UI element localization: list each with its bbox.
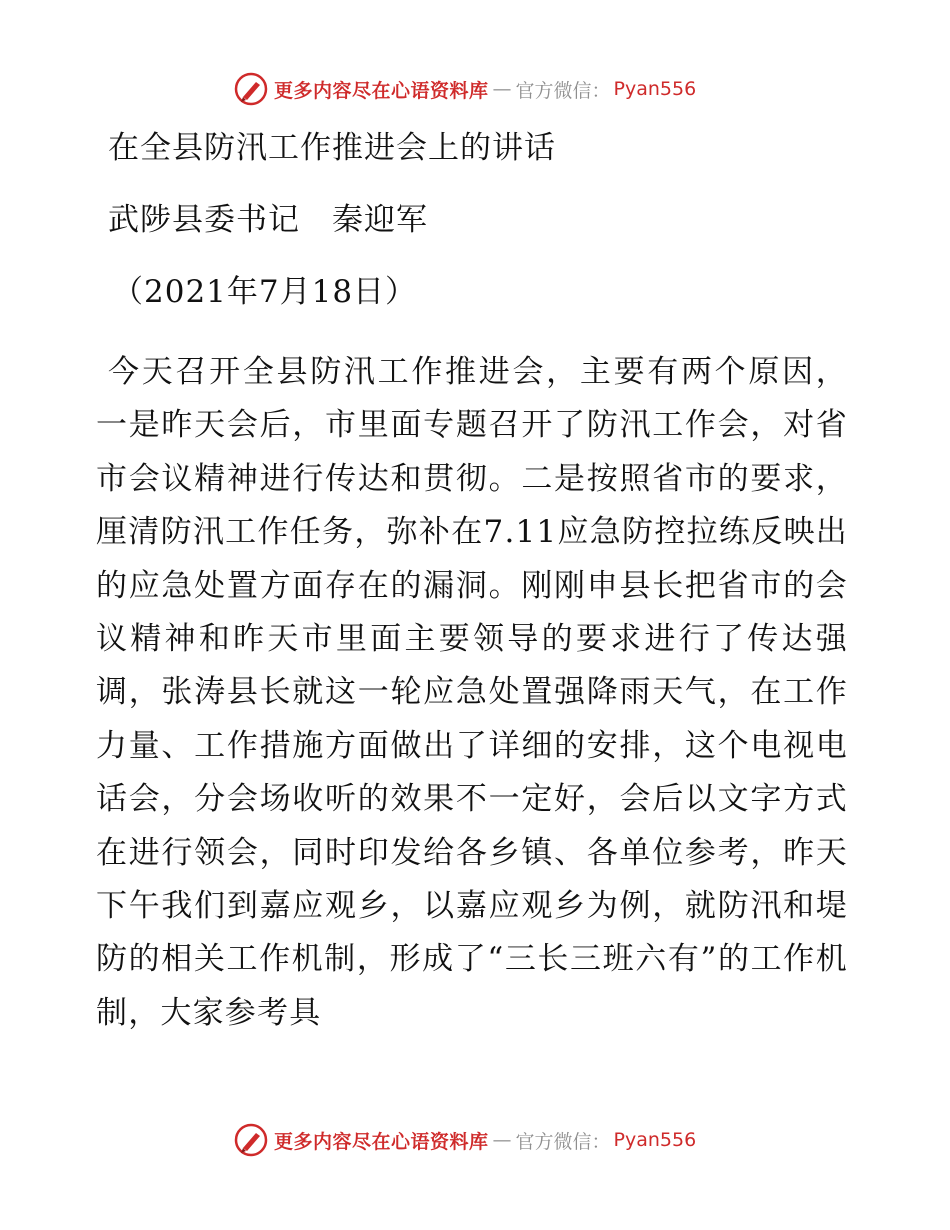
document-body-paragraph: 今天召开全县防汛工作推进会，主要有两个原因，一是昨天会后，市里面专题召开了防汛工作会，对省市会议精神进行传达和贯彻。二是按照省市的要求，厘清防汛工作任务，弥补在7.11应急防控拉练反映出的应急处置方面存在的漏洞。刚刚申县长把省市的会议精神和昨天市里面主要领导的要求进行了传达强调，张涛县长就这一轮应急处置强降雨天气，在工作力量、工作措施方面做出了详细的安排，这个电视电话会，分会场收听的效果不一定好，会后以文字方式在进行领会，同时印发给各乡镇、各单位参考，昨天下午我们到嘉应观乡，以嘉应观乡为例，就防汛和堤防的相关工作机制，形成了“三长三班六有”的工作机制，大家参考具 [96, 354, 848, 1031]
document-title: 在全县防汛工作推进会上的讲话 [108, 130, 556, 166]
document-author: 武陟县委书记 秦迎军 [108, 202, 428, 238]
watermark-main-text: 更多内容尽在心语资料库 [274, 1130, 489, 1153]
watermark-separator: — [492, 1129, 512, 1151]
pen-logo-icon [234, 72, 268, 106]
watermark-footer [234, 1123, 696, 1157]
document-date: （2021年7月18日） [112, 274, 418, 310]
watermark-main-text: 更多内容尽在心语资料库 [274, 79, 489, 102]
pen-logo-icon [234, 1123, 268, 1157]
watermark-wechat-id: Pyan556 [613, 1129, 697, 1151]
watermark-wechat-id: Pyan556 [613, 78, 697, 100]
watermark-sub-text: 官方微信： [515, 79, 611, 102]
watermark-sub-text: 官方微信： [515, 1130, 611, 1153]
watermark-header [234, 72, 696, 106]
watermark-separator: — [492, 78, 512, 100]
